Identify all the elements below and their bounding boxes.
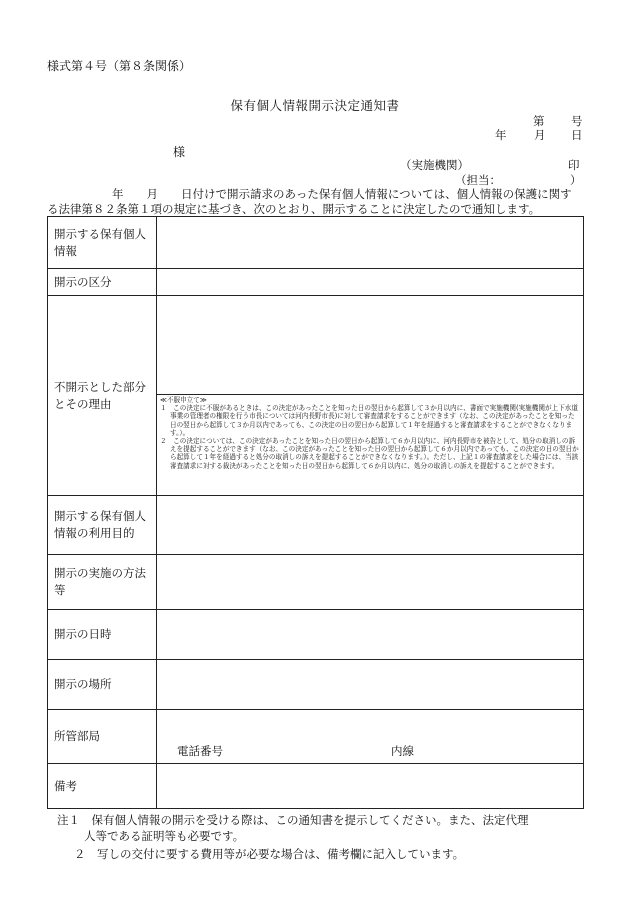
row-datetime (48, 610, 584, 660)
intro-line-1: 年 月 日付けで開示請求のあった保有個人情報については、個人情報の保護に関す (112, 187, 572, 201)
remarks-value[interactable] (157, 764, 584, 809)
note-1-line-2: 人等である証明等も必要です。 (84, 829, 245, 843)
nondisclosure-value[interactable] (157, 296, 584, 395)
objection-item-1: １ この決定に不服があるときは、この決定があったことを知った日の翌日から起算して３か月以内に、書面で実施機関(実施機関が上下水道事業の管理者の権限を行う市長については河内長野市長)に対して審査請求をすることができます（なお、この決定があったことを知った日の翌日から起算して３か月以内であっても、この決定の日の翌日から起算して１年を経過すると審査請求をすることができなくなります。）。 (160, 404, 578, 437)
row-category (48, 269, 584, 296)
person-in-charge: （担当： (455, 173, 501, 187)
category-label: 開示の区分 (48, 269, 157, 296)
method-value[interactable] (157, 555, 584, 610)
row-department (48, 710, 584, 764)
department-label: 所管部局 (48, 710, 157, 764)
remarks-label: 備考 (48, 764, 157, 809)
agency-label: （実施機関） (400, 158, 469, 172)
addressee-suffix: 様 (173, 145, 186, 159)
person-in-charge-close: ） (570, 173, 582, 187)
department-value[interactable] (157, 710, 584, 764)
seal-mark: 印 (568, 158, 580, 172)
purpose-value[interactable] (157, 496, 584, 555)
phone-label: 電話番号 (177, 744, 223, 758)
datetime-label: 開示の日時 (48, 610, 157, 660)
place-label: 開示の場所 (48, 660, 157, 710)
row-remarks (48, 764, 584, 809)
objection-item-2: ２ この決定については、この決定があったことを知った日の翌日から起算して６か月以内に、河内長野市を被告として、処分の取消しの訴えを提起することができます（なお、この決定があったことを知った日の翌日から起算して６か月以内であっても、この決定の日の翌日から起算して１年を経過すると処分の取消しの訴えを提起することができなくなります。）。ただし、上記１の審査請求をした場合には、当該審査請求に対する裁決があったことを知った日の翌日から起算して６か月以内に、処分の取消しの訴えを提起することができます。 (160, 437, 579, 470)
row-info (48, 217, 584, 269)
objection-title: ≪不服申立て≫ (160, 396, 207, 404)
category-value[interactable] (157, 269, 584, 296)
form-number: 様式第４号（第８条関係） (47, 59, 192, 73)
date-month: 月 (534, 128, 546, 142)
method-label: 開示の実施の方法等 (48, 555, 157, 610)
document-title: 保有個人情報開示決定通知書 (230, 98, 400, 113)
purpose-label: 開示する保有個人情報の利用目的 (48, 496, 157, 555)
note-2: ２ 写しの交付に要する費用等が必要な場合は、備考欄に記入しています。 (74, 847, 465, 861)
intro-line-2: る法律第８２条第１項の規定に基づき、次のとおり、開示することに決定したので通知します。 (47, 202, 541, 216)
date-year: 年 (495, 128, 507, 142)
doc-number-suffix: 号 (571, 114, 583, 128)
disclosure-table (47, 216, 584, 809)
note-1-line-1: 注１ 保有個人情報の開示を受ける際は、この通知書を提示してください。また、法定代理 (57, 813, 529, 827)
date-day: 日 (571, 128, 583, 142)
info-label: 開示する保有個人情報 (48, 217, 157, 269)
row-nondisclosure-top (48, 296, 584, 395)
row-place (48, 660, 584, 710)
datetime-value[interactable] (157, 610, 584, 660)
extension-label: 内線 (391, 744, 414, 758)
place-value[interactable] (157, 660, 584, 710)
row-purpose (48, 496, 584, 555)
objection-box (157, 395, 584, 496)
row-method (48, 555, 584, 610)
info-value[interactable] (157, 217, 584, 269)
nondisclosure-label: 不開示とした部分とその理由 (48, 296, 157, 496)
doc-number-prefix: 第 (533, 114, 545, 128)
